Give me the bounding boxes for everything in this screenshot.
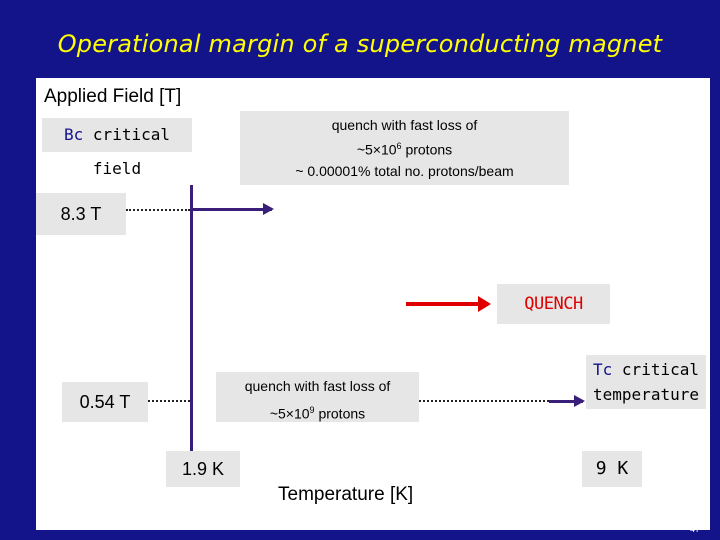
critical-temperature-line2: temperature [593, 385, 699, 404]
field-tick-low: 0.54 T [62, 382, 148, 422]
quench-lower-line2: $\sim 5\times 10^9$ protons [269, 405, 366, 422]
field-low-arrow [549, 400, 583, 403]
critical-field-box [42, 118, 192, 178]
quench-upper-line3: ~ 0.00001% total no. protons/beam [295, 162, 514, 179]
quench-lower-line1: quench with fast loss of [244, 378, 391, 394]
temp-tick-low: 1.9 K [166, 451, 240, 487]
quench-upper-line2: $\sim 5\times 10^6$ protons [356, 141, 453, 158]
field-high-dashed-line [126, 209, 190, 211]
quench-label-box: QUENCH [497, 284, 610, 324]
x-axis-label: Temperature [K] [278, 484, 414, 505]
field-low-dashed-line-right [419, 400, 549, 402]
critical-temperature-box [586, 355, 706, 409]
diagram-panel [36, 78, 710, 530]
vertical-axis-line [190, 185, 193, 455]
field-tick-high: 8.3 T [36, 193, 126, 235]
quench-arrow [406, 302, 488, 306]
y-axis-label: Applied Field [T] [44, 86, 182, 107]
quench-upper-box [240, 111, 569, 185]
page-title: Operational margin of a superconducting magnet [57, 30, 663, 58]
quench-lower-box [216, 372, 419, 422]
page-number: 47 [690, 524, 701, 534]
critical-field-text: critical field [92, 125, 170, 178]
field-high-arrow [192, 208, 272, 211]
critical-temperature-symbol: Tc [593, 360, 613, 379]
critical-field-symbol: Bc [64, 125, 84, 144]
temp-tick-high: 9 K [582, 451, 642, 487]
quench-upper-line1: quench with fast loss of [331, 117, 478, 133]
field-low-dashed-line [148, 400, 190, 402]
critical-temperature-line1: critical [621, 360, 699, 379]
